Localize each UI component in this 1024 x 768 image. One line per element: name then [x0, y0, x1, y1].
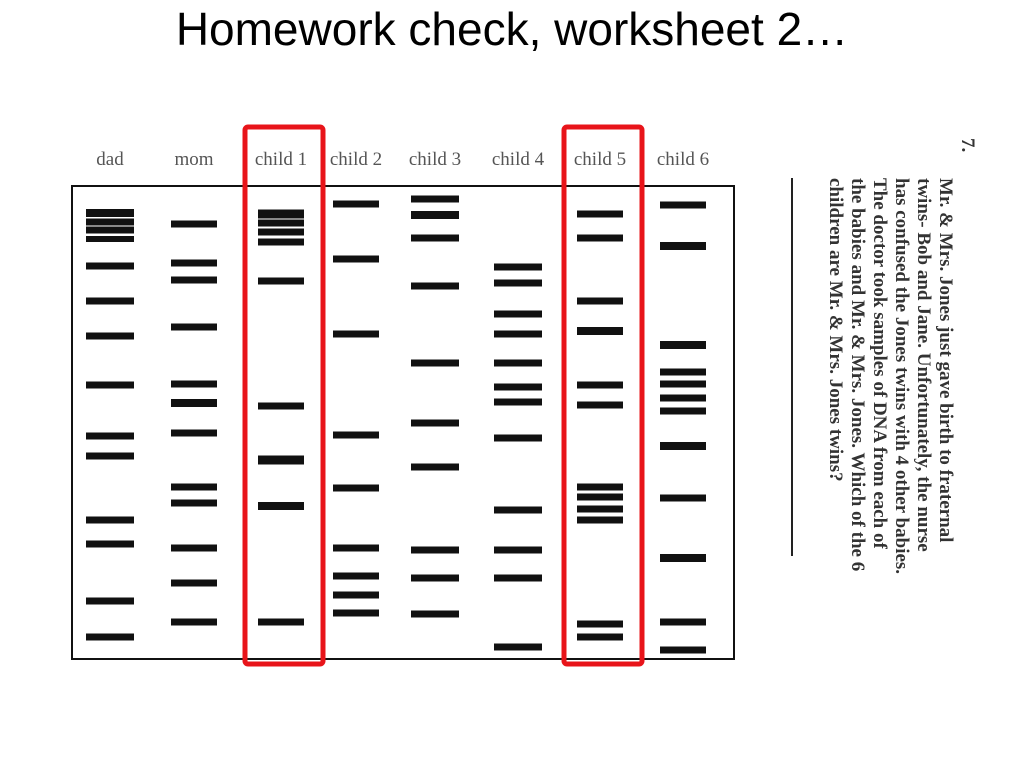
dna-band [577, 634, 623, 641]
lane-dad-bands [86, 209, 134, 641]
dna-band [660, 647, 706, 654]
dna-band [577, 506, 623, 513]
dna-band [171, 580, 217, 587]
dna-band [171, 619, 217, 626]
dna-band [577, 235, 623, 242]
dna-band [660, 242, 706, 250]
dna-band [660, 495, 706, 502]
lane-child-1-bands [258, 210, 304, 626]
dna-band [494, 264, 542, 271]
dna-band [171, 381, 217, 388]
dna-band [86, 598, 134, 605]
dna-band [258, 210, 304, 219]
dna-band [411, 611, 459, 618]
dna-band [660, 442, 706, 450]
lane-label-child-6: child 6 [656, 149, 710, 170]
dna-band [333, 573, 379, 580]
lane-child-3-bands [411, 196, 459, 618]
dna-band [577, 402, 623, 409]
dna-band [333, 256, 379, 263]
dna-band [411, 360, 459, 367]
dna-band [171, 324, 217, 331]
question-block [825, 138, 978, 574]
dna-band [494, 435, 542, 442]
dna-band [86, 453, 134, 460]
dna-band [333, 201, 379, 208]
lane-label-child-5: child 5 [573, 149, 627, 170]
dna-band [494, 575, 542, 582]
lane-child-6-bands [660, 202, 706, 654]
dna-band [171, 545, 217, 552]
dna-band [171, 260, 217, 267]
dna-band [86, 236, 134, 242]
dna-band [171, 221, 217, 228]
dna-band [577, 621, 623, 628]
dna-band [86, 227, 134, 234]
lane-label-mom: mom [174, 149, 214, 170]
lane-label-child-4: child 4 [491, 149, 545, 170]
dna-band [411, 464, 459, 471]
dna-band [258, 220, 304, 227]
dna-band [333, 485, 379, 492]
dna-band [333, 545, 379, 552]
dna-band [494, 507, 542, 514]
dna-band [258, 403, 304, 410]
question-line: children are Mr. & Mrs. Jones twins? [825, 178, 846, 482]
dna-band [577, 382, 623, 389]
dna-band [494, 311, 542, 318]
dna-band [660, 395, 706, 402]
slide-title: Homework check, worksheet 2… [175, 3, 849, 55]
dna-band [411, 196, 459, 203]
dna-band [86, 333, 134, 340]
dna-band [411, 211, 459, 219]
dna-band [660, 369, 706, 376]
dna-band [171, 430, 217, 437]
dna-band [86, 541, 134, 548]
highlight-box-child-5 [564, 127, 642, 664]
dna-band [577, 298, 623, 305]
dna-band [411, 235, 459, 242]
dna-band [258, 502, 304, 510]
dna-band [86, 517, 134, 524]
dna-band [258, 239, 304, 246]
lane-child-2-bands [333, 201, 379, 617]
dna-band [411, 283, 459, 290]
question-line: twins- Bob and Jane. Unfortunately, the nurse [913, 178, 934, 552]
dna-band [86, 382, 134, 389]
dna-band [171, 399, 217, 407]
dna-band [258, 456, 304, 465]
dna-band [660, 408, 706, 415]
dna-band [86, 634, 134, 641]
dna-band [171, 277, 217, 284]
question-line: has confused the Jones twins with 4 other babies. [891, 178, 912, 575]
dna-band [86, 263, 134, 270]
dna-band [333, 610, 379, 617]
lane-label-child-2: child 2 [329, 149, 383, 170]
dna-band [494, 280, 542, 287]
gel-frame [72, 186, 734, 659]
question-line: the babies and Mr. & Mrs. Jones. Which of the 6 [847, 178, 868, 572]
lane-child-5-bands [577, 211, 623, 641]
dna-band [577, 211, 623, 218]
dna-band [660, 619, 706, 626]
dna-band [660, 341, 706, 349]
dna-band [86, 298, 134, 305]
lane-label-dad: dad [96, 149, 124, 170]
question-line: The doctor took samples of DNA from each of [869, 178, 890, 549]
dna-band [86, 209, 134, 217]
dna-band [494, 644, 542, 651]
highlight-box-child-1 [245, 127, 323, 664]
lane-label-child-1: child 1 [254, 149, 308, 170]
dna-band [86, 433, 134, 440]
dna-band [86, 219, 134, 226]
question-line: Mr. & Mrs. Jones just gave birth to fraternal [935, 178, 956, 543]
dna-band [411, 547, 459, 554]
dna-band [171, 484, 217, 491]
dna-band [494, 384, 542, 391]
dna-band [171, 500, 217, 507]
question-number: 7. [957, 138, 978, 153]
dna-band [333, 432, 379, 439]
dna-band [258, 619, 304, 626]
dna-band [577, 494, 623, 501]
dna-band [258, 229, 304, 236]
dna-band [333, 592, 379, 599]
dna-band [333, 331, 379, 338]
dna-band [494, 360, 542, 367]
dna-band [577, 484, 623, 491]
dna-band [411, 420, 459, 427]
lane-label-child-3: child 3 [408, 149, 462, 170]
dna-band [660, 554, 706, 562]
lane-mom-bands [171, 221, 217, 626]
dna-band [660, 381, 706, 388]
dna-band [411, 575, 459, 582]
dna-band [577, 327, 623, 335]
lane-child-4-bands [494, 264, 542, 651]
dna-band [660, 202, 706, 209]
dna-band [258, 278, 304, 285]
dna-band [494, 399, 542, 406]
dna-band [494, 547, 542, 554]
dna-band [494, 331, 542, 338]
dna-band [577, 517, 623, 524]
